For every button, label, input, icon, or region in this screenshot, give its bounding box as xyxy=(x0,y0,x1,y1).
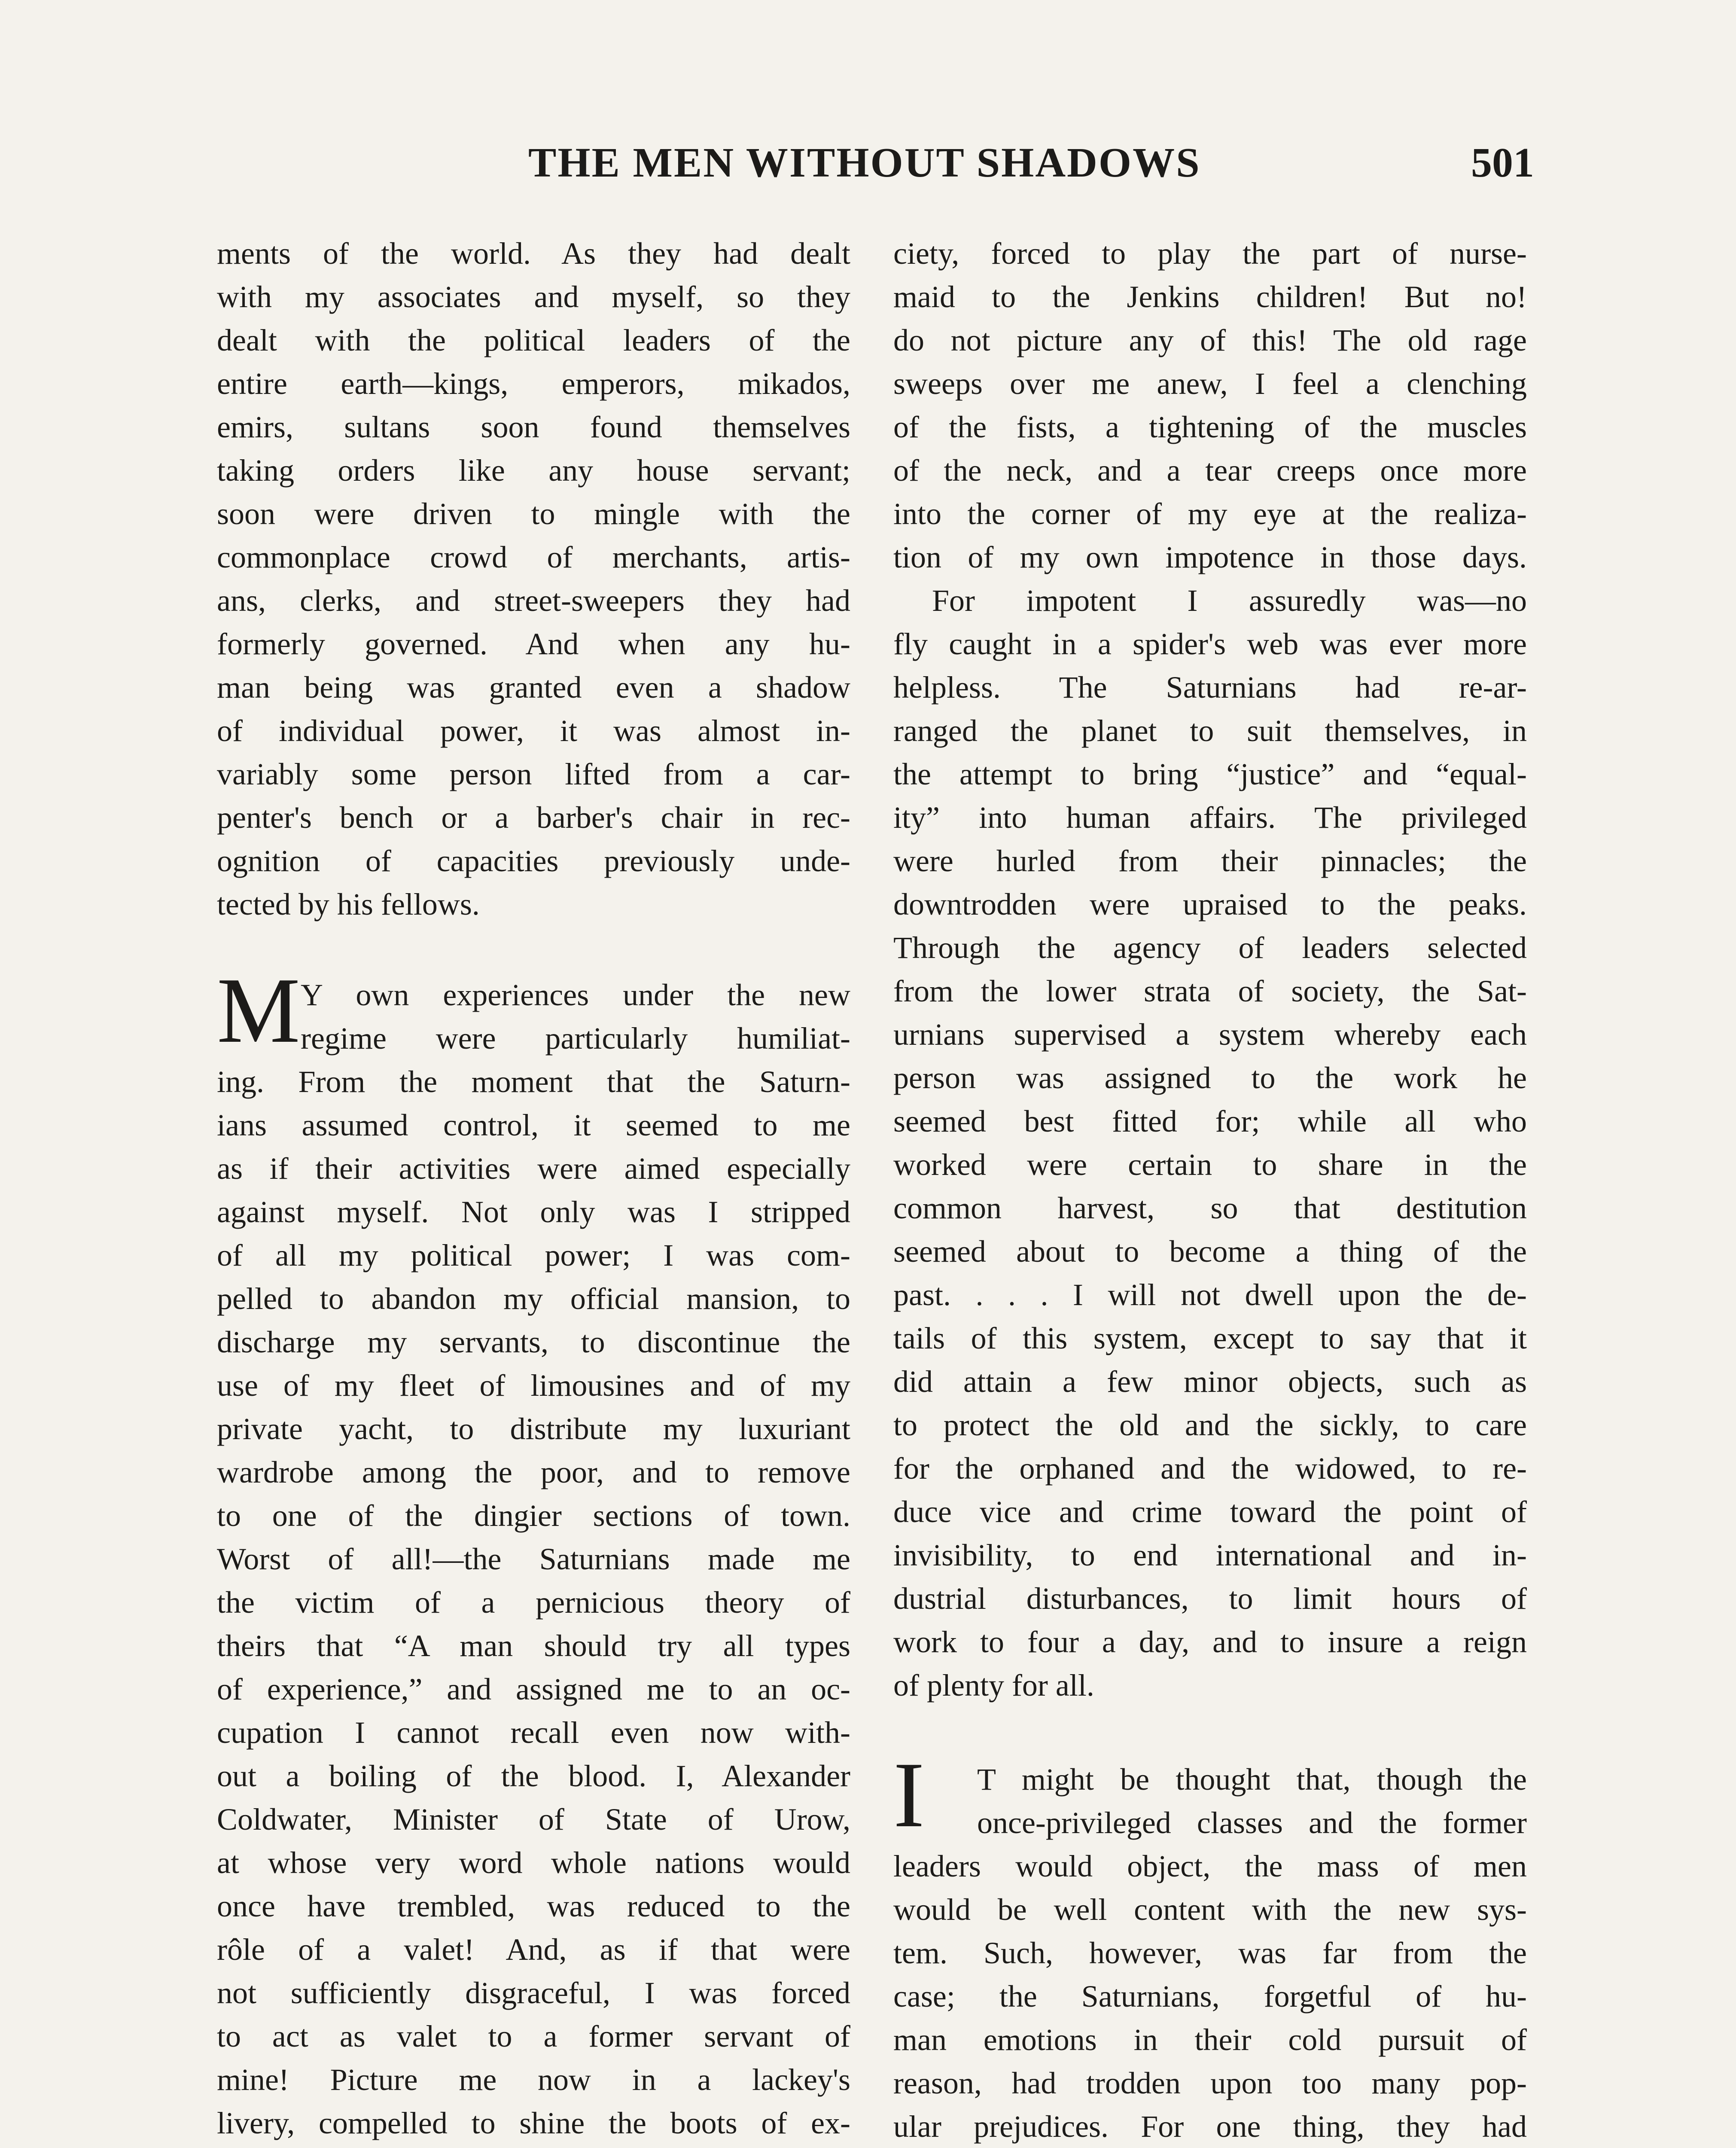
text-line: of experience,” and assigned me to an oc- xyxy=(217,1672,850,1706)
drop-cap: M xyxy=(217,959,300,1062)
text-line: urnians supervised a system whereby each xyxy=(893,1017,1527,1052)
text-line: person was assigned to the work he xyxy=(893,1061,1527,1095)
text-line: with my associates and myself, so they xyxy=(217,280,850,314)
text-line: case; the Saturnians, forgetful of hu- xyxy=(893,1979,1527,2014)
text-line: tion of my own impotence in those days. xyxy=(893,540,1527,574)
text-line: work to four a day, and to insure a reign xyxy=(893,1625,1527,1659)
left-paragraph-1 xyxy=(217,232,850,926)
text-line: past. . . . I will not dwell upon the de- xyxy=(893,1278,1527,1312)
left-paragraph-2 xyxy=(217,959,850,2148)
text-line: of all my political power; I was com- xyxy=(217,1238,850,1272)
text-line: duce vice and crime toward the point of xyxy=(893,1495,1527,1529)
text-line: to one of the dingier sections of town. xyxy=(217,1498,850,1533)
drop-cap: I xyxy=(893,1743,925,1847)
right-paragraph-1 xyxy=(893,232,1527,579)
text-line: tem. Such, however, was far from the xyxy=(893,1936,1527,1970)
text-line: Y own experiences under the new xyxy=(301,978,850,1012)
text-line: of the neck, and a tear creeps once more xyxy=(893,453,1527,488)
right-paragraph-3 xyxy=(893,1743,1527,2148)
text-line: not sufficiently disgraceful, I was forced xyxy=(217,1976,850,2010)
text-line: once-privileged classes and the former xyxy=(977,1806,1527,1840)
text-line: dustrial disturbances, to limit hours of xyxy=(893,1581,1527,1616)
text-line: ments of the world. As they had dealt xyxy=(217,236,850,271)
text-line: out a boiling of the blood. I, Alexander xyxy=(217,1759,850,1793)
text-line: to act as valet to a former servant of xyxy=(217,2019,850,2053)
text-line: For impotent I assuredly was—no xyxy=(932,583,1527,618)
text-line: cupation I cannot recall even now with- xyxy=(217,1715,850,1750)
paragraph-gap xyxy=(893,1707,1527,1758)
text-line: from the lower strata of society, the Sat- xyxy=(893,974,1527,1008)
text-line: rôle of a valet! And, as if that were xyxy=(217,1932,850,1967)
text-line: Through the agency of leaders selected xyxy=(893,931,1527,965)
right-paragraph-3-body xyxy=(893,1758,1527,2148)
text-line: ity” into human affairs. The privileged xyxy=(893,800,1527,835)
text-line: maid to the Jenkins children! But no! xyxy=(893,280,1527,314)
text-line: sweeps over me anew, I feel a clenching xyxy=(893,366,1527,401)
text-line: ular prejudices. For one thing, they had xyxy=(893,2109,1527,2144)
text-line: into the corner of my eye at the realiza- xyxy=(893,497,1527,531)
text-line: emirs, sultans soon found themselves xyxy=(217,410,850,444)
text-line: seemed about to become a thing of the xyxy=(893,1234,1527,1269)
text-line: Coldwater, Minister of State of Urow, xyxy=(217,1802,850,1837)
text-line: did attain a few minor objects, such as xyxy=(893,1364,1527,1399)
text-line: leaders would object, the mass of men xyxy=(893,1849,1527,1883)
text-line: ranged the planet to suit themselves, in xyxy=(893,714,1527,748)
left-paragraph-2-body xyxy=(217,973,850,2148)
text-line: against myself. Not only was I stripped xyxy=(217,1195,850,1229)
text-line: variably some person lifted from a car- xyxy=(217,757,850,791)
text-line: dealt with the political leaders of the xyxy=(217,323,850,357)
text-line: Worst of all!—the Saturnians made me xyxy=(217,1542,850,1576)
text-line: man emotions in their cold pursuit of xyxy=(893,2023,1527,2057)
text-line: seemed best fitted for; while all who xyxy=(893,1104,1527,1138)
text-line: private yacht, to distribute my luxuriant xyxy=(217,1412,850,1446)
left-column xyxy=(217,232,850,2148)
text-line: ciety, forced to play the part of nurse- xyxy=(893,236,1527,271)
text-line: to protect the old and the sickly, to care xyxy=(893,1408,1527,1442)
text-line: formerly governed. And when any hu- xyxy=(217,627,850,661)
text-line: once have trembled, was reduced to the xyxy=(217,1889,850,1923)
text-line: ans, clerks, and street-sweepers they had xyxy=(217,583,850,618)
text-line: man being was granted even a shadow xyxy=(217,670,850,705)
text-line: pelled to abandon my official mansion, to xyxy=(217,1281,850,1316)
text-line: livery, compelled to shine the boots of ex- xyxy=(217,2106,850,2140)
page-number: 501 xyxy=(1471,140,1534,186)
text-line: the victim of a pernicious theory of xyxy=(217,1585,850,1620)
text-line: wardrobe among the poor, and to remove xyxy=(217,1455,850,1489)
text-line: do not picture any of this! The old rage xyxy=(893,323,1527,357)
text-line: downtrodden were upraised to the peaks. xyxy=(893,887,1527,921)
text-line: invisibility, to end international and in- xyxy=(893,1538,1527,1572)
text-line: tected by his fellows. xyxy=(217,887,480,921)
text-line: ognition of capacities previously unde- xyxy=(217,844,850,878)
text-line: taking orders like any house servant; xyxy=(217,453,850,488)
text-line: for the orphaned and the widowed, to re- xyxy=(893,1451,1527,1486)
text-line: tails of this system, except to say that it xyxy=(893,1321,1527,1355)
text-line: helpless. The Saturnians had re-ar- xyxy=(893,670,1527,705)
text-line: fly caught in a spider's web was ever more xyxy=(893,627,1527,661)
right-paragraph-2 xyxy=(893,579,1527,1707)
text-line: discharge my servants, to discontinue the xyxy=(217,1325,850,1359)
text-line: of individual power, it was almost in- xyxy=(217,714,850,748)
text-line: commonplace crowd of merchants, artis- xyxy=(217,540,850,574)
text-line: of the fists, a tightening of the muscles xyxy=(893,410,1527,444)
text-line: regime were particularly humiliat- xyxy=(301,1021,850,1056)
text-line: soon were driven to mingle with the xyxy=(217,497,850,531)
text-line: T might be thought that, though the xyxy=(977,1762,1527,1797)
text-line: were hurled from their pinnacles; the xyxy=(893,844,1527,878)
text-line: the attempt to bring “justice” and “equal- xyxy=(893,757,1527,791)
text-line: ing. From the moment that the Saturn- xyxy=(217,1065,850,1099)
text-line: use of my fleet of limousines and of my xyxy=(217,1368,850,1403)
text-line: worked were certain to share in the xyxy=(893,1147,1527,1182)
text-line: as if their activities were aimed especially xyxy=(217,1151,850,1186)
paragraph-gap xyxy=(217,926,850,973)
text-line: ians assumed control, it seemed to me xyxy=(217,1108,850,1142)
text-line: common harvest, so that destitution xyxy=(893,1191,1527,1225)
text-line: would be well content with the new sys- xyxy=(893,1892,1527,1927)
text-line: reason, had trodden upon too many pop- xyxy=(893,2066,1527,2100)
text-line: entire earth—kings, emperors, mikados, xyxy=(217,366,850,401)
text-line: theirs that “A man should try all types xyxy=(217,1629,850,1663)
right-column xyxy=(893,232,1527,2148)
text-line: penter's bench or a barber's chair in rec- xyxy=(217,800,850,835)
text-line: at whose very word whole nations would xyxy=(217,1846,850,1880)
running-title: THE MEN WITHOUT SHADOWS xyxy=(528,140,1201,186)
text-line xyxy=(217,2145,850,2148)
text-line: mine! Picture me now in a lackey's xyxy=(217,2063,850,2097)
text-line: of plenty for all. xyxy=(893,1668,1094,1703)
